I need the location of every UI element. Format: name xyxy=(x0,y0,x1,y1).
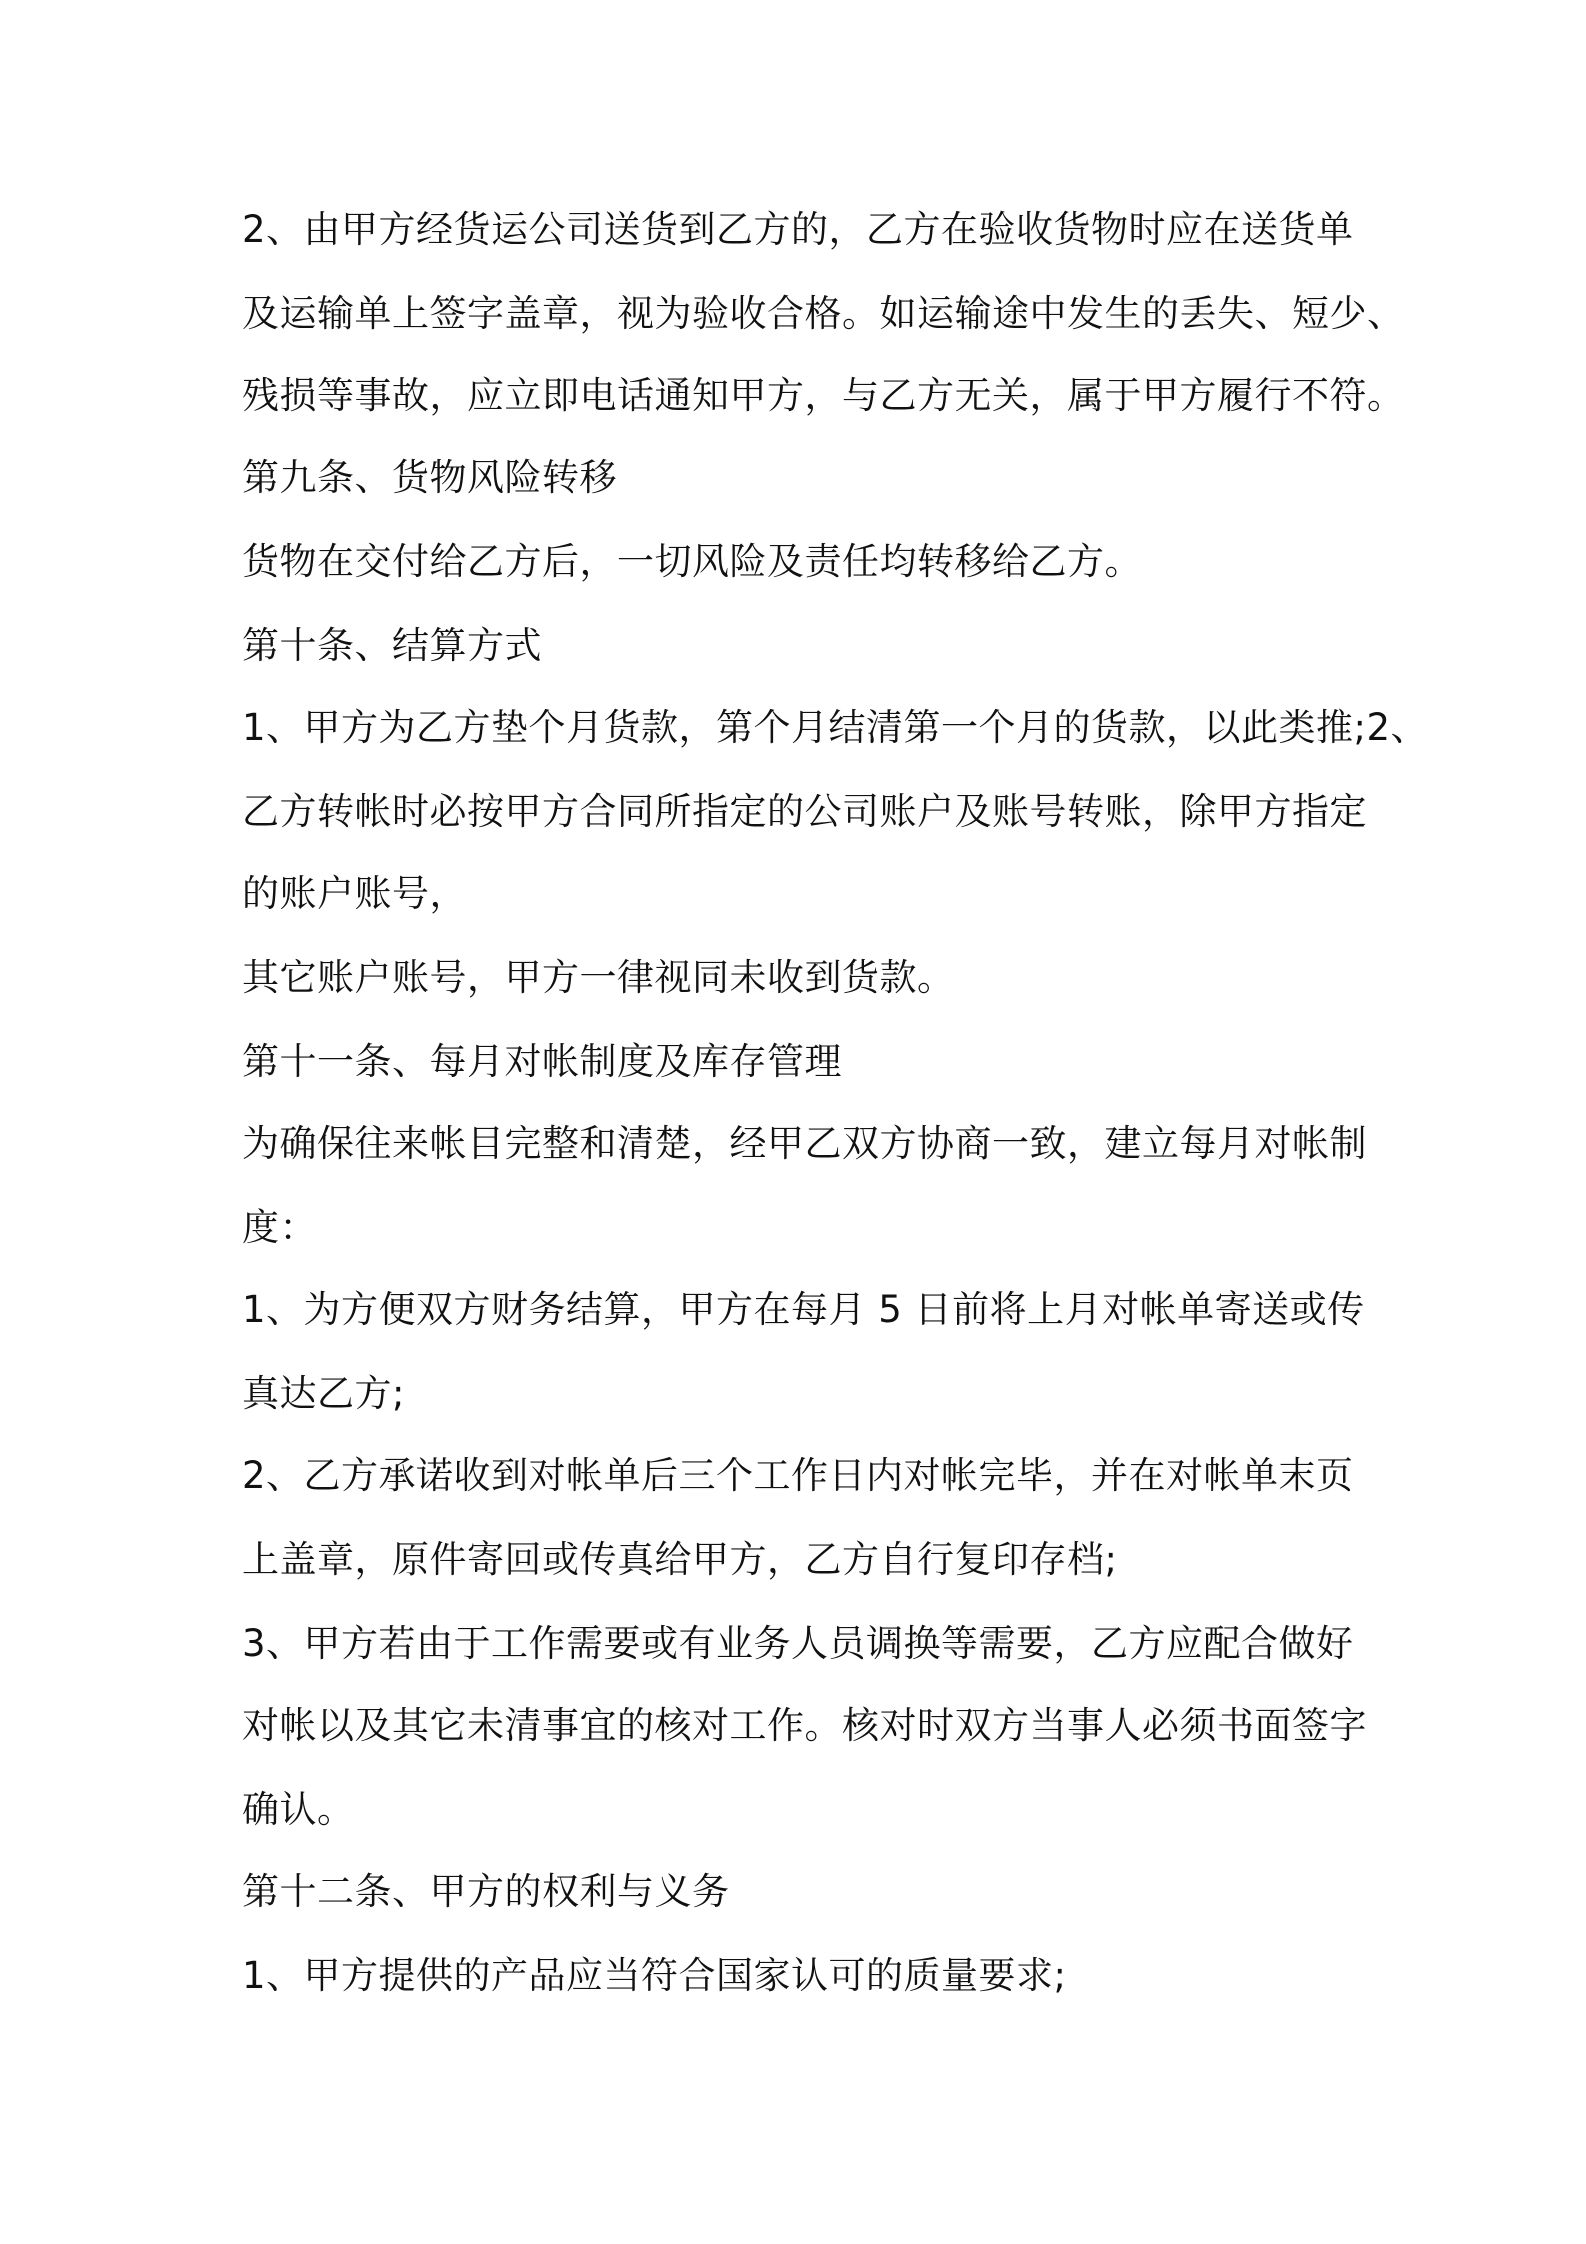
paragraph-line: 上盖章，原件寄回或传真给甲方，乙方自行复印存档; xyxy=(242,1538,1118,1581)
paragraph-line: 对帐以及其它未清事宜的核对工作。核对时双方当事人必须书面签字 xyxy=(242,1704,1367,1747)
paragraph-line: 真达乙方; xyxy=(242,1372,405,1415)
section-heading: 第十二条、甲方的权利与义务 xyxy=(242,1870,730,1913)
paragraph-line: 1、为方便双方财务结算，甲方在每月 5 日前将上月对帐单寄送或传 xyxy=(242,1288,1365,1331)
paragraph-line: 的账户账号， xyxy=(242,872,467,915)
paragraph-line: 3、甲方若由于工作需要或有业务人员调换等需要，乙方应配合做好 xyxy=(242,1622,1354,1665)
paragraph-line: 1、甲方提供的产品应当符合国家认可的质量要求; xyxy=(242,1954,1067,1997)
paragraph-line: 货物在交付给乙方后，一切风险及责任均转移给乙方。 xyxy=(242,540,1142,583)
section-heading: 第九条、货物风险转移 xyxy=(242,456,617,499)
paragraph-line: 其它账户账号，甲方一律视同未收到货款。 xyxy=(242,956,955,999)
paragraph-line: 确认。 xyxy=(242,1788,355,1831)
paragraph-line: 2、乙方承诺收到对帐单后三个工作日内对帐完毕，并在对帐单末页 xyxy=(242,1454,1354,1497)
section-heading: 第十一条、每月对帐制度及库存管理 xyxy=(242,1040,842,1083)
paragraph-line: 度： xyxy=(242,1206,317,1249)
paragraph-line: 2、由甲方经货运公司送货到乙方的，乙方在验收货物时应在送货单 xyxy=(242,208,1354,251)
paragraph-line: 及运输单上签字盖章，视为验收合格。如运输途中发生的丢失、短少、 xyxy=(242,292,1405,335)
paragraph-line: 为确保往来帐目完整和清楚，经甲乙双方协商一致，建立每月对帐制 xyxy=(242,1122,1367,1165)
paragraph-line: 乙方转帐时必按甲方合同所指定的公司账户及账号转账，除甲方指定 xyxy=(242,790,1367,833)
paragraph-line: 1、甲方为乙方垫个月货款，第个月结清第一个月的货款，以此类推;2、 xyxy=(242,706,1429,749)
paragraph-line: 残损等事故，应立即电话通知甲方，与乙方无关，属于甲方履行不符。 xyxy=(242,374,1405,417)
section-heading: 第十条、结算方式 xyxy=(242,624,542,667)
